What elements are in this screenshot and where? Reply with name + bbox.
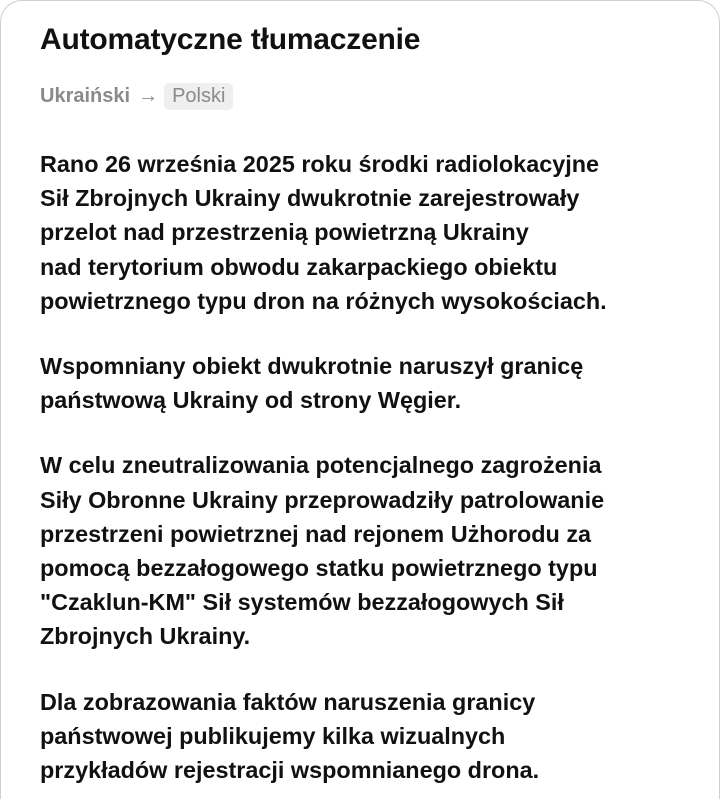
language-pair — [40, 81, 233, 111]
paragraph-4: Dla zobrazowania faktów naruszenia granicy państwowej publikujemy kilka wizualnych przykładów rejestracji wspomnianego drona. — [40, 688, 540, 784]
arrow-right-icon: → — [138, 84, 159, 107]
paragraph-1: Rano 26 września 2025 roku środki radiolokacyjne Sił Zbrojnych Ukrainy dwukrotnie zarejestrowały przelot nad przestrzenią powietrzną Ukrainy nad terytorium obwodu zakarpackiego obiektu powietrznego typu dron na różnych wysokościach. — [40, 151, 607, 314]
paragraph-2: Wspomniany obiekt dwukrotnie naruszył granicę państwową Ukrainy od strony Węgier. — [40, 353, 584, 414]
translated-text — [40, 147, 712, 787]
paragraph-3: W celu zneutralizowania potencjalnego zagrożenia Siły Obronne Ukrainy przeprowadziły patrolowanie przestrzeni powietrznej nad rejonem Użhorodu za pomocą bezzałogowego statku powietrznego typu "Czaklun-KM" Sił systemów bezzałogowych Sił Zbrojnych Ukrainy. — [40, 452, 605, 650]
source-language: Ukraiński — [40, 84, 131, 107]
target-language-chip[interactable]: Polski — [164, 83, 233, 110]
panel-title: Automatyczne tłumaczenie — [40, 23, 421, 56]
